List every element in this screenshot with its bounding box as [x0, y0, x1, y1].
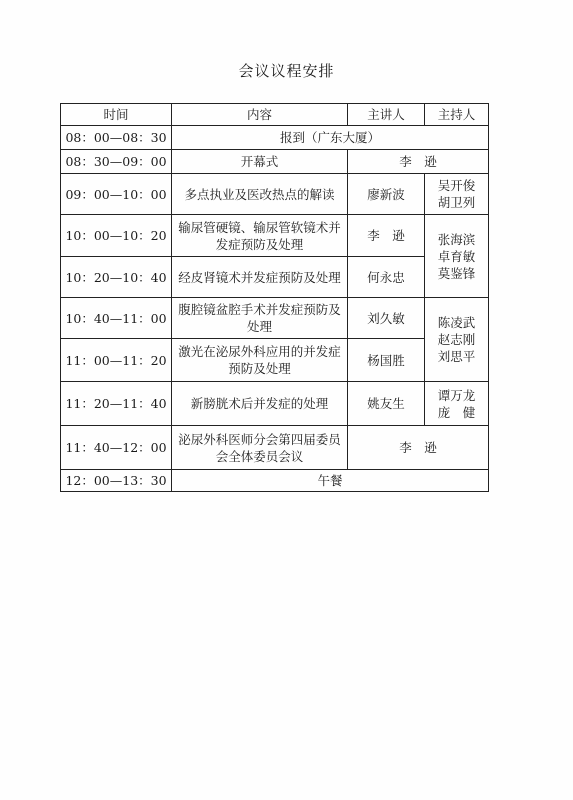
row-time: 10：00—10：20 [61, 215, 172, 257]
row-speaker: 刘久敏 [348, 298, 425, 339]
row-time: 10：20—10：40 [61, 257, 172, 298]
table-row [61, 339, 489, 382]
header-content: 内容 [172, 104, 348, 126]
row-time: 09：00—10：00 [61, 174, 172, 215]
table-row [61, 150, 489, 174]
row-content: 报到（广东大厦） [172, 126, 489, 150]
host-name: 赵志刚 [437, 332, 476, 347]
host-group-4 [425, 382, 489, 426]
host-group-3 [425, 298, 489, 382]
host-name: 吴开俊 [437, 178, 476, 193]
header-host: 主持人 [425, 104, 489, 126]
row-speaker: 李 逊 [348, 426, 489, 470]
row-speaker: 李 逊 [348, 150, 489, 174]
table-row [61, 298, 489, 339]
row-content: 新膀胱术后并发症的处理 [172, 382, 348, 426]
table-row [61, 126, 489, 150]
row-time: 11：40—12：00 [61, 426, 172, 470]
table-row [61, 382, 489, 426]
row-time: 10：40—11：00 [61, 298, 172, 339]
row-time: 08：30—09：00 [61, 150, 172, 174]
row-content: 腹腔镜盆腔手术并发症预防及处理 [172, 298, 348, 339]
row-speaker: 何永忠 [348, 257, 425, 298]
row-content: 输尿管硬镜、输尿管软镜术并发症预防及处理 [172, 215, 348, 257]
row-speaker: 李 逊 [348, 215, 425, 257]
row-content: 经皮肾镜术并发症预防及处理 [172, 257, 348, 298]
table-header-row [61, 104, 489, 126]
row-content: 午餐 [172, 470, 489, 492]
host-name: 莫鉴锋 [437, 265, 476, 281]
table-row [61, 215, 489, 257]
row-time: 12：00—13：30 [61, 470, 172, 492]
table-row [61, 257, 489, 298]
agenda-table [60, 103, 489, 492]
header-time: 时间 [61, 104, 172, 126]
row-time: 11：00—11：20 [61, 339, 172, 382]
row-speaker: 廖新波 [348, 174, 425, 215]
row-content: 泌尿外科医师分会第四届委员会全体委员会议 [172, 426, 348, 470]
table-row [61, 470, 489, 492]
host-name: 庞 健 [437, 404, 476, 420]
row-time: 11：20—11：40 [61, 382, 172, 426]
table-row [61, 174, 489, 215]
table-row [61, 426, 489, 470]
header-speaker: 主讲人 [348, 104, 425, 126]
host-name: 张海滨 [437, 231, 476, 247]
row-content: 多点执业及医改热点的解读 [172, 174, 348, 215]
host-name: 卓育敏 [437, 248, 476, 264]
row-speaker: 杨国胜 [348, 339, 425, 382]
row-content: 激光在泌尿外科应用的并发症预防及处理 [172, 339, 348, 382]
row-time: 08：00—08：30 [61, 126, 172, 150]
host-name: 刘思平 [437, 349, 476, 364]
document-title: 会议议程安排 [238, 62, 335, 80]
host-name: 谭万龙 [437, 387, 476, 403]
host-group-1 [425, 174, 489, 215]
row-content: 开幕式 [172, 150, 348, 174]
host-name: 胡卫列 [437, 195, 476, 210]
host-group-2 [425, 215, 489, 298]
row-speaker: 姚友生 [348, 382, 425, 426]
host-name: 陈凌武 [437, 315, 476, 330]
